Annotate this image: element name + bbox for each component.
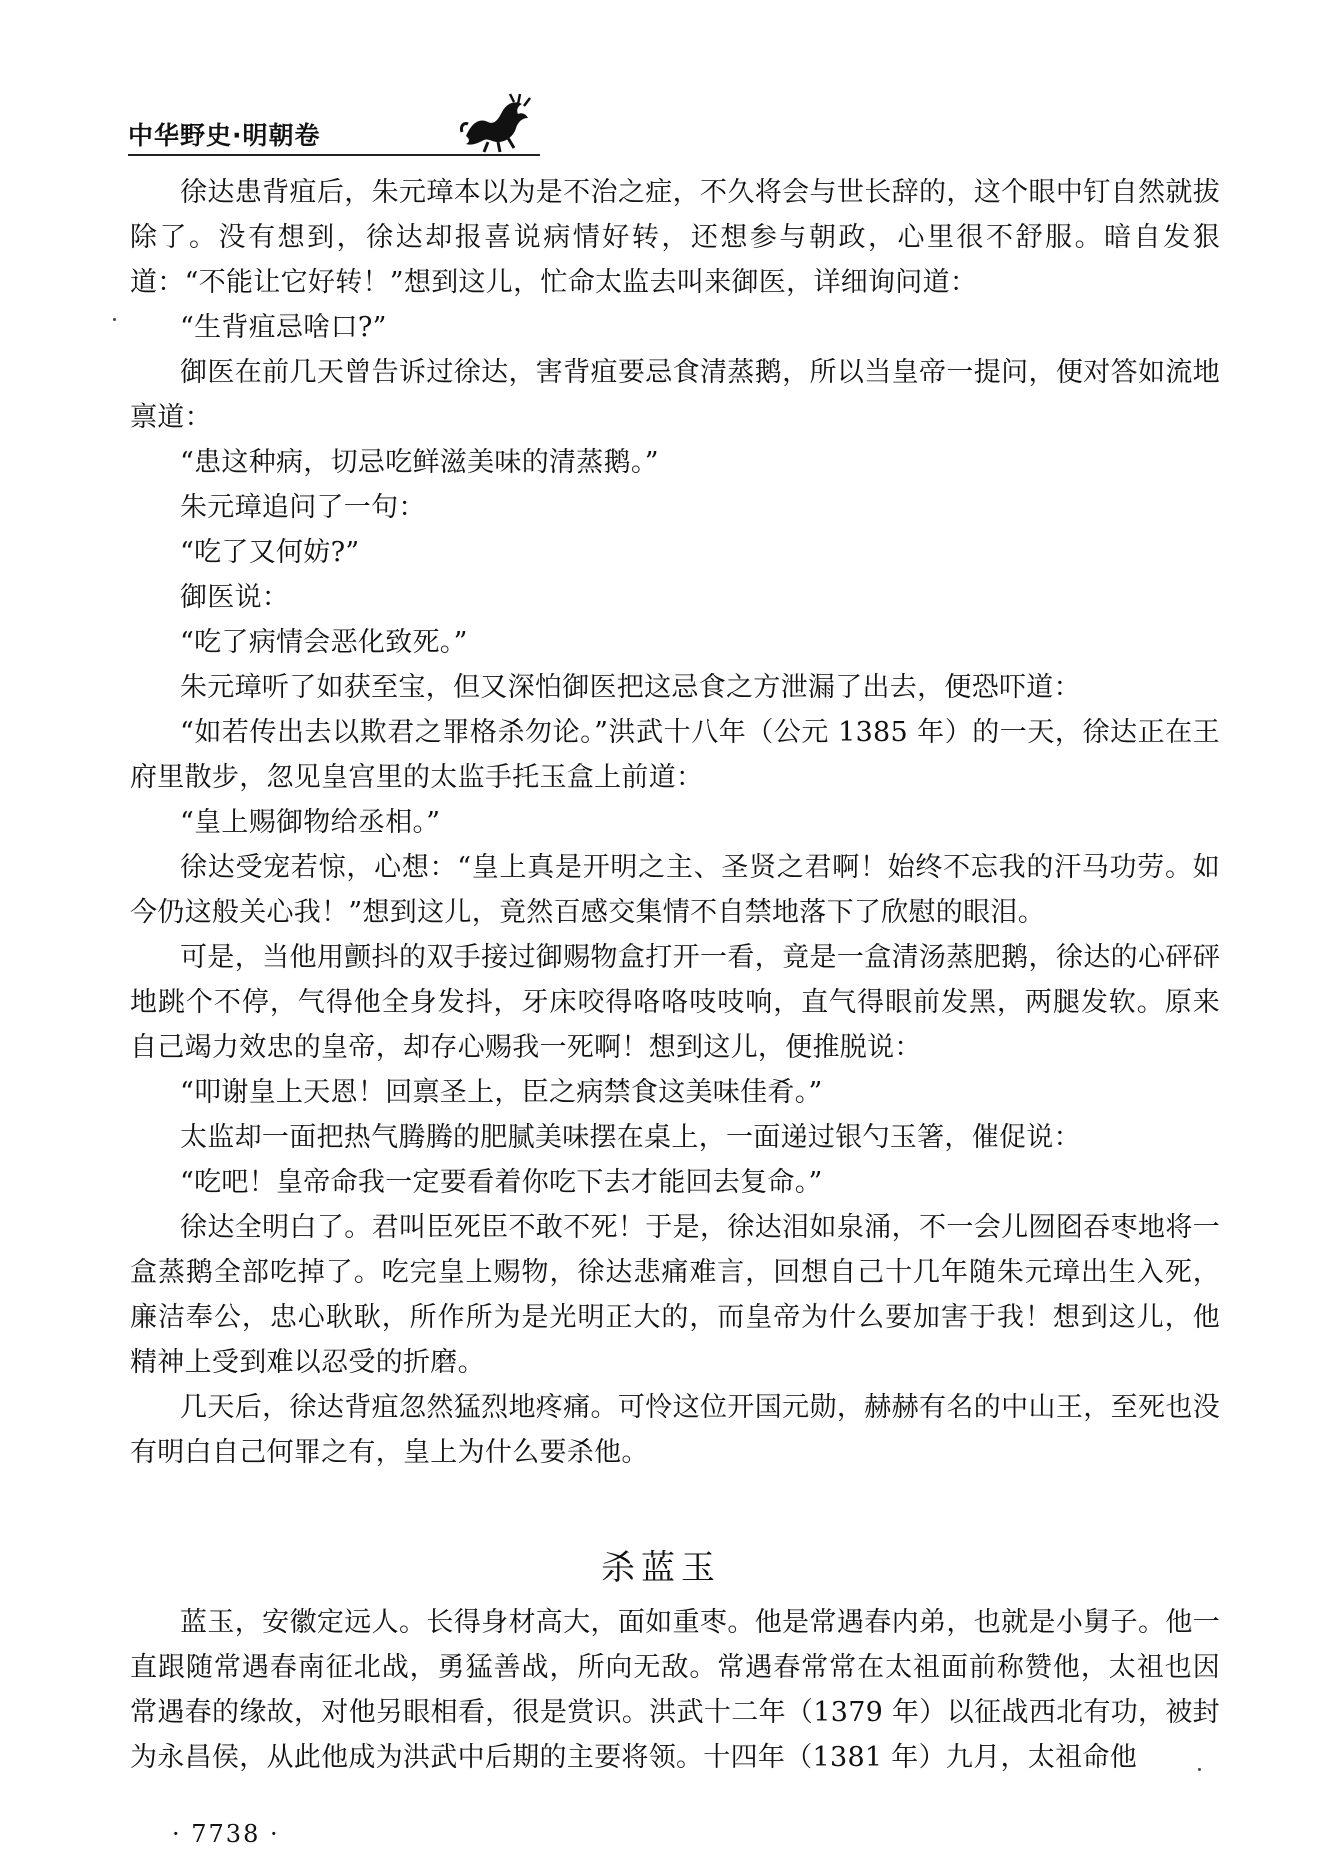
paragraph: 太监却一面把热气腾腾的肥腻美味摆在桌上，一面递过银勺玉箸，催促说：	[180, 1122, 1081, 1153]
paragraph: “生背疽忌啥口?”	[180, 312, 387, 343]
paragraph: “叩谢皇上天恩！回禀圣上，臣之病禁食这美味佳肴。”	[180, 1077, 823, 1108]
running-header	[128, 112, 538, 156]
scan-speck	[1198, 1768, 1201, 1771]
paragraph: 御医说：	[180, 582, 290, 613]
paragraph: 徐达全明白了。君叫臣死臣不敢不死！于是，徐达泪如泉涌，不一会儿囫囵吞枣地将一盒蒸鹅全部吃掉了。吃完皇上赐物，徐达悲痛难言，回想自己十几年随朱元璋出生入死，廉洁奉公，忠心耿耿，所作所为是光明正大的，而皇帝为什么要加害于我！想到这儿，他精神上受到难以忍受的折磨。	[130, 1212, 1220, 1378]
paragraph: 朱元璋追问了一句：	[180, 492, 426, 523]
paragraph: “吃了病情会恶化致死。”	[180, 627, 468, 658]
paragraph: “患这种病，切忌吃鲜滋美味的清蒸鹅。”	[180, 447, 659, 478]
dragon-icon	[458, 92, 532, 154]
scan-speck	[113, 318, 116, 321]
paragraph: 徐达患背疽后，朱元璋本以为是不治之症，不久将会与世长辞的，这个眼中钉自然就拔除了。没有想到，徐达却报喜说病情好转，还想参与朝政，心里很不舒服。暗自发狠道：“不能让它好转！”想到这儿，忙命太监去叫来御医，详细询问道：	[130, 177, 1220, 298]
header-rule	[128, 154, 540, 156]
header-title: 中华野史·明朝卷	[128, 121, 321, 150]
paragraph: “吃了又何妨?”	[180, 537, 360, 568]
paragraph: “皇上赐御物给丞相。”	[180, 807, 441, 838]
body-text	[130, 170, 1220, 1475]
paragraph: 徐达受宠若惊，心想：“皇上真是开明之主、圣贤之君啊！始终不忘我的汗马功劳。如今仍这般关心我！”想到这儿，竟然百感交集情不自禁地落下了欣慰的眼泪。	[130, 852, 1220, 928]
page-number: · 7738 ·	[172, 1820, 280, 1848]
paragraph: “如若传出去以欺君之罪格杀勿论。”洪武十八年（公元 1385 年）的一天，徐达正在王府里散步，忽见皇宫里的太监手托玉盒上前道：	[130, 717, 1220, 793]
section-body-text	[130, 1600, 1220, 1780]
section-title: 杀蓝玉	[601, 1548, 721, 1589]
paragraph: 蓝玉，安徽定远人。长得身材高大，面如重枣。他是常遇春内弟，也就是小舅子。他一直跟随常遇春南征北战，勇猛善战，所向无敌。常遇春常常在太祖面前称赞他，太祖也因常遇春的缘故，对他另眼相看，很是赏识。洪武十二年（1379 年）以征战西北有功，被封为永昌侯，从此他成为洪武中后期的主要将领。十四年（1381 年）九月，太祖命他	[130, 1607, 1220, 1773]
paragraph: 朱元璋听了如获至宝，但又深怕御医把这忌食之方泄漏了出去，便恐吓道：	[180, 672, 1081, 703]
paragraph: 御医在前几天曾告诉过徐达，害背疽要忌食清蒸鹅，所以当皇帝一提问，便对答如流地禀道：	[130, 357, 1220, 433]
paragraph: 可是，当他用颤抖的双手接过御赐物盒打开一看，竟是一盒清汤蒸肥鹅，徐达的心砰砰地跳个不停，气得他全身发抖，牙床咬得咯咯吱吱响，直气得眼前发黑，两腿发软。原来自己竭力效忠的皇帝，却存心赐我一死啊！想到这儿，便推脱说：	[130, 942, 1220, 1063]
paragraph: “吃吧！皇帝命我一定要看着你吃下去才能回去复命。”	[180, 1167, 823, 1198]
paragraph: 几天后，徐达背疽忽然猛烈地疼痛。可怜这位开国元勋，赫赫有名的中山王，至死也没有明白自己何罪之有，皇上为什么要杀他。	[130, 1392, 1220, 1468]
